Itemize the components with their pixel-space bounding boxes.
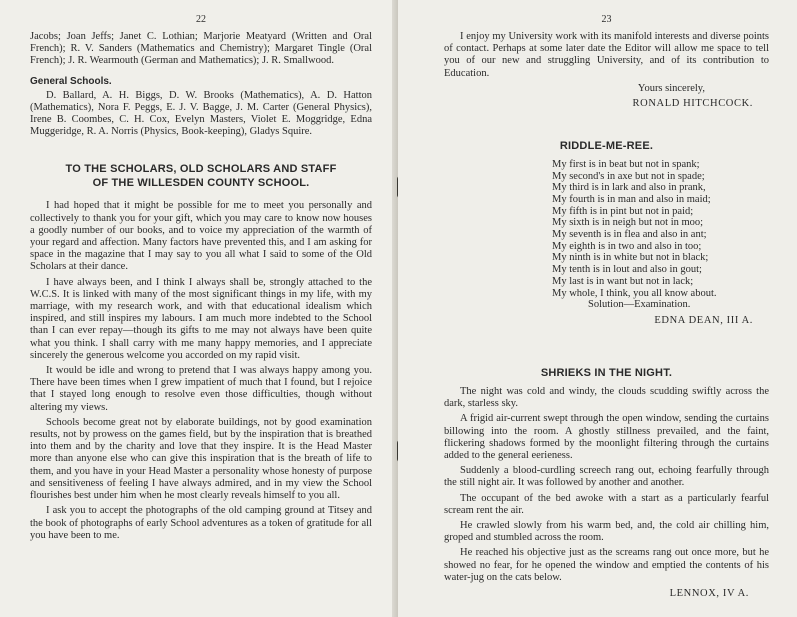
letter-title-line-2: OF THE WILLESDEN COUNTY SCHOOL. bbox=[92, 177, 310, 190]
page-number-right: 23 bbox=[601, 14, 612, 25]
right-page bbox=[398, 0, 797, 617]
story-author: LENNOX, IV A. bbox=[669, 588, 749, 599]
letter-paragraph: I had hoped that it might be possible for me to meet you personally and collectively to thank you for your gift, which you may care to know now houses a goodly number of our books, and to voice my appreciation of the warmth of your regard and affection. Many factors have prevented this, and I am asking for space in the magazine that I may say to you all what I said to some of the Old Scholars at their dance. bbox=[30, 200, 372, 273]
riddle-line: My first is in beat but not in spank; bbox=[552, 158, 700, 170]
general-schools-list: D. Ballard, A. H. Biggs, D. W. Brooks (Mathematics), A. D. Hatton (Mathematics), Nora F. Peggs, E. J. V. Bagge, J. M. Carter (General Physics), Irene B. Coombes, C. H. Cox, Evelyn Masters, Violet E. Moggridge, Edna Muggeridge, R. A. Norris (Physics, Book-keeping), Gladys Squire. bbox=[30, 89, 372, 138]
prize-list-continued: Jacobs; Joan Jeffs; Janet C. Lothian; Marjorie Meatyard (Written and Oral French); R. V. Sanders (Mathematics and Chemistry); Margaret Tingle (Oral French); J. R. Wearmouth (German and Mathematics); J. R. Smallwood. bbox=[30, 31, 372, 67]
story-paragraph: He crawled slowly from his warm bed, and, the cold air chilling him, groped and stumbled across the room. bbox=[444, 519, 769, 544]
letter-final-paragraph: I enjoy my University work with its manifold interests and diverse points of contact. Perhaps at some later date the Editor will allow me space to tell you of our new and struggling University, and of its contribution to Education. bbox=[444, 31, 769, 79]
riddle-line: My seventh is in flea and also in ant; bbox=[552, 229, 707, 241]
letter-signature: RONALD HITCHCOCK. bbox=[632, 97, 753, 109]
story-paragraph: The night was cold and windy, the clouds scudding swiftly across the dark, starless sky. bbox=[444, 385, 769, 410]
riddle-poem bbox=[552, 159, 769, 311]
general-schools-heading: General Schools. bbox=[30, 75, 112, 87]
riddle-line: My fourth is in man and also in maid; bbox=[552, 193, 711, 205]
riddle-author: EDNA DEAN, III A. bbox=[654, 314, 753, 326]
riddle-title: RIDDLE-ME-REE. bbox=[559, 139, 654, 152]
letter-paragraph: Schools become great not by elaborate buildings, not by good examination results, not by prowess on the games field, but by the inspiration that is breathed into them and by the charity and love that they inspire. It is the Head Master more than anyone else who can give this inspiration that is the breath of life to them, and you have in your Head Master a personality whose honesty of purpose and sensitiveness of feeling I have always admired, and in my view the School flourishes best under him when he most clearly reveals himself to you all. bbox=[30, 416, 372, 502]
riddle-line: My tenth is in lout and also in gout; bbox=[552, 264, 702, 276]
story-title: SHRIEKS IN THE NIGHT. bbox=[540, 366, 673, 379]
letter-paragraph: It would be idle and wrong to pretend that I was always happy among you. There have been times when I grew impatient of much that I found, but I rejoice that I stayed long enough to resolve even those difficulties, though without altering my views. bbox=[30, 365, 372, 413]
riddle-line: My eighth is in two and also in too; bbox=[552, 240, 702, 252]
riddle-line: My second's in axe but not in spade; bbox=[552, 170, 705, 182]
left-page bbox=[0, 0, 398, 617]
story-paragraph: He reached his objective just as the screams rang out once more, but he showed no fear, for he opened the window and emptied the contents of his water-jug on the cats below. bbox=[444, 547, 769, 583]
letter-title-line-1: TO THE SCHOLARS, OLD SCHOLARS AND STAFF bbox=[65, 163, 337, 176]
riddle-line: My fifth is in pint but not in paid; bbox=[552, 205, 694, 217]
page-number-left: 22 bbox=[196, 14, 206, 25]
riddle-solution: Solution—Examination. bbox=[588, 299, 691, 311]
riddle-line: My ninth is in white but not in black; bbox=[552, 252, 709, 264]
story-paragraph: The occupant of the bed awoke with a start as a particularly fearful scream rent the air. bbox=[444, 492, 769, 516]
riddle-line: My whole, I think, you all know about. bbox=[552, 287, 717, 299]
letter-closing: Yours sincerely, bbox=[637, 82, 705, 94]
story-paragraph: Suddenly a blood-curdling screech rang out, echoing fearfully through the still night air. It was followed by another and another. bbox=[444, 465, 769, 489]
letter-paragraph: I have always been, and I think I always shall be, strongly attached to the W.C.S. It is linked with many of the most significant things in my life, with my marriage, with my research work, and with that educational idealism which inspired, and still inspires my labours. I am much more indebted to the School than I can ever repay—though its gifts to me may not always have been quite what you think. I shall carry with me many happy memories, and I appreciate sincerely the generous welcome you accorded on my rapid visit. bbox=[30, 276, 372, 361]
riddle-line: My sixth is in neigh but not in moo; bbox=[552, 217, 704, 229]
riddle-line: My third is in lark and also in prank, bbox=[552, 182, 706, 194]
letter-paragraph: I ask you to accept the photographs of the old camping ground at Titsey and the book of photographs of early School adventures as a token of gratitude for all you have been to me. bbox=[30, 505, 372, 541]
riddle-line: My last is in want but not in lack; bbox=[552, 275, 694, 287]
story-paragraph: A frigid air-current swept through the open window, sending the curtains billowing into the room. A ghostly stillness prevailed, and the faint, flickering shadows formed by the moonlight filtering through the curtains added to the general eerieness. bbox=[444, 413, 769, 461]
